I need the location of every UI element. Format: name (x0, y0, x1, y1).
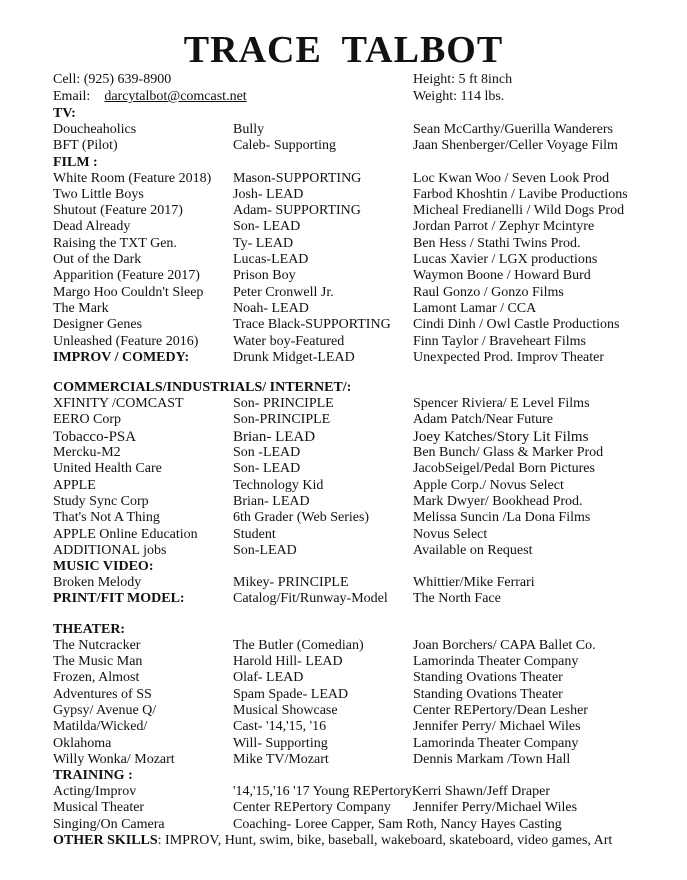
role-cell: Coaching- Loree Capper, Sam Roth, Nancy Hayes Casting (233, 816, 562, 832)
credit-row (53, 736, 673, 752)
credit-row (53, 654, 673, 670)
credit-row (53, 817, 673, 833)
role-cell: 6th Grader (Web Series) (233, 510, 370, 526)
section-heading: THEATER: (53, 621, 126, 637)
credit-row (53, 317, 673, 333)
credit-row (53, 510, 673, 526)
credit-row (53, 285, 673, 301)
company-cell: Adam Patch/Near Future (413, 412, 553, 428)
role-cell: Mason-SUPPORTING (233, 170, 362, 186)
credit-row (53, 219, 673, 235)
company-cell: Apple Corp./ Novus Select (413, 477, 564, 493)
section-heading: TRAINING : (53, 768, 133, 784)
project-cell: APPLE (53, 477, 96, 493)
credit-row (53, 719, 673, 735)
company-cell: Unexpected Prod. Improv Theater (413, 349, 605, 365)
role-cell: '14,'15,'16 '17 Young REPertoryKerri Shawn/Jeff Draper (233, 784, 551, 800)
project-cell: Designer Genes (53, 317, 143, 333)
project-cell: APPLE Online Education (53, 526, 198, 542)
height: Height: 5 ft 8inch (413, 72, 513, 87)
section-heading: MUSIC VIDEO: (53, 559, 154, 575)
role-cell: Son- PRINCIPLE (233, 396, 334, 412)
credit-row (53, 494, 673, 510)
credit-row (53, 252, 673, 268)
company-cell: Finn Taylor / Braveheart Films (413, 333, 586, 349)
weight: Weight: 114 lbs. (413, 89, 505, 104)
company-cell: Lucas Xavier / LGX productions (413, 252, 598, 268)
project-cell: Acting/Improv (53, 784, 137, 800)
project-cell: Matilda/Wicked/ (53, 719, 148, 735)
project-cell: ADDITIONAL jobs (53, 542, 167, 558)
section-inline-row (53, 591, 673, 607)
role-cell: Peter Cronwell Jr. (233, 284, 334, 300)
project-cell: Frozen, Almost (53, 670, 140, 686)
project-cell: Musical Theater (53, 800, 145, 816)
project-cell: Gypsy/ Avenue Q/ (53, 702, 157, 718)
credit-row (53, 670, 673, 686)
company-cell: Spencer Riviera/ E Level Films (413, 396, 590, 412)
credit-row (53, 638, 673, 654)
role-cell: Son -LEAD (233, 445, 301, 461)
role-cell: Musical Showcase (233, 702, 338, 718)
role-cell: Cast- '14,'15, '16 (233, 719, 327, 735)
project-cell: White Room (Feature 2018) (53, 170, 212, 186)
role-cell: Son- LEAD (233, 219, 301, 235)
company-cell: Joan Borchers/ CAPA Ballet Co. (413, 637, 596, 653)
company-cell: Mark Dwyer/ Bookhead Prod. (413, 493, 583, 509)
project-cell: Adventures of SS (53, 686, 152, 702)
company-cell: JacobSeigel/Pedal Born Pictures (413, 461, 595, 477)
credit-row (53, 429, 673, 445)
email-link[interactable]: darcytalbot@comcast.net (104, 89, 247, 104)
credit-row (53, 687, 673, 703)
company-cell: Raul Gonzo / Gonzo Films (413, 284, 564, 300)
company-cell: Ben Hess / Stathi Twins Prod. (413, 235, 581, 251)
project-cell: The Mark (53, 300, 109, 316)
project-cell: Doucheaholics (53, 122, 137, 137)
credit-row (53, 543, 673, 559)
section-heading: FILM : (53, 154, 98, 170)
credit-row (53, 478, 673, 494)
role-cell: Trace Black-SUPPORTING (233, 317, 391, 333)
role-cell: Brian- LEAD (233, 493, 310, 509)
project-cell: BFT (Pilot) (53, 138, 118, 154)
company-cell: Cindi Dinh / Owl Castle Productions (413, 317, 620, 333)
credit-row (53, 703, 673, 719)
credit-row (53, 203, 673, 219)
credit-row (53, 445, 673, 461)
credit-row (53, 187, 673, 203)
section-heading: TV: (53, 106, 76, 121)
company-cell: Loc Kwan Woo / Seven Look Prod (413, 170, 610, 186)
company-cell: Whittier/Mike Ferrari (413, 575, 535, 591)
email-label: Email: (53, 89, 91, 104)
company-cell: Jaan Shenberger/Celler Voyage Film (413, 138, 618, 154)
project-cell: Two Little Boys (53, 186, 144, 202)
resume-sections (53, 106, 673, 849)
company-cell: Dennis Markam /Town Hall (413, 751, 571, 767)
project-cell: The Music Man (53, 654, 143, 670)
company-cell: Jennifer Perry/Michael Wiles (413, 800, 578, 816)
company-cell: Jordan Parrot / Zephyr Mcintyre (413, 219, 595, 235)
project-cell: Unleashed (Feature 2016) (53, 333, 199, 349)
role-cell: Lucas-LEAD (233, 252, 309, 268)
role-cell: Drunk Midget-LEAD (233, 349, 355, 365)
other-skills-line (53, 833, 673, 849)
role-cell: Ty- LEAD (233, 235, 294, 251)
section-spacer (53, 608, 673, 622)
company-cell: Jennifer Perry/ Michael Wiles (413, 719, 581, 735)
role-cell: Caleb- Supporting (233, 138, 337, 154)
role-cell: Josh- LEAD (233, 186, 304, 202)
project-cell: Mercku-M2 (53, 445, 121, 461)
role-cell: Bully (233, 122, 265, 137)
role-cell: Son-LEAD (233, 542, 297, 558)
company-cell: Micheal Fredianelli / Wild Dogs Prod (413, 203, 625, 219)
company-cell: Standing Ovations Theater (413, 686, 563, 702)
cell-phone: Cell: (925) 639-8900 (53, 72, 172, 87)
company-cell: Ben Bunch/ Glass & Marker Prod (413, 445, 604, 461)
credit-row (53, 527, 673, 543)
role-cell: The Butler (Comedian) (233, 637, 364, 653)
company-cell: Farbod Khoshtin / Lavibe Productions (413, 186, 628, 202)
section-heading: PRINT/FIT MODEL: (53, 591, 185, 607)
section-heading: COMMERCIALS/INDUSTRIALS/ INTERNET/: (53, 380, 352, 396)
project-cell: Broken Melody (53, 575, 142, 591)
company-cell: Available on Request (413, 542, 533, 558)
project-cell: XFINITY /COMCAST (53, 396, 184, 412)
role-cell: Brian- LEAD (233, 428, 316, 445)
section-inline-row (53, 350, 673, 366)
project-cell: Singing/On Camera (53, 816, 165, 832)
role-cell: Technology Kid (233, 477, 324, 493)
role-cell: Catalog/Fit/Runway-Model (233, 591, 388, 607)
role-cell: Harold Hill- LEAD (233, 654, 343, 670)
role-cell: Adam- SUPPORTING (233, 203, 361, 219)
project-cell: Margo Hoo Couldn't Sleep (53, 284, 204, 300)
company-cell: Lamorinda Theater Company (413, 735, 579, 751)
project-cell: Study Sync Corp (53, 493, 149, 509)
section-heading: IMPROV / COMEDY: (53, 349, 190, 365)
company-cell: Joey Katches/Story Lit Films (413, 428, 589, 445)
role-cell: Mike TV/Mozart (233, 751, 329, 767)
credit-row (53, 236, 673, 252)
credit-row (53, 138, 673, 154)
section-spacer (53, 366, 673, 380)
company-cell: Center REPertory/Dean Lesher (413, 702, 588, 718)
role-cell: Mikey- PRINCIPLE (233, 575, 349, 591)
credit-row (53, 396, 673, 412)
email-line (53, 89, 247, 105)
project-cell: EERO Corp (53, 412, 122, 428)
project-cell: Out of the Dark (53, 252, 142, 268)
credit-row (53, 752, 673, 768)
role-cell: Prison Boy (233, 268, 296, 284)
credit-row (53, 412, 673, 428)
company-cell: Lamorinda Theater Company (413, 654, 579, 670)
company-cell: Melissa Suncin /La Dona Films (413, 510, 591, 526)
credit-row (53, 301, 673, 317)
role-cell: Water boy-Featured (233, 333, 345, 349)
credit-row (53, 171, 673, 187)
resume-name: TRACE TALBOT (183, 29, 504, 71)
project-cell: Shutout (Feature 2017) (53, 203, 183, 219)
section-heading: OTHER SKILLS (53, 832, 158, 848)
skills-text: : IMPROV, Hunt, swim, bike, baseball, wakeboard, skateboard, video games, Art (157, 832, 613, 848)
role-cell: Will- Supporting (233, 735, 328, 751)
project-cell: Oklahoma (53, 735, 112, 751)
role-cell: Olaf- LEAD (233, 670, 304, 686)
credit-row (53, 784, 673, 800)
project-cell: The Nutcracker (53, 637, 141, 653)
credit-row (53, 334, 673, 350)
credit-row (53, 575, 673, 591)
project-cell: Raising the TXT Gen. (53, 235, 177, 251)
role-cell: Son- LEAD (233, 461, 301, 477)
project-cell: Tobacco-PSA (53, 428, 137, 445)
credit-row (53, 461, 673, 477)
project-cell: Willy Wonka/ Mozart (53, 751, 175, 767)
credit-row (53, 122, 673, 138)
role-cell: Student (233, 526, 276, 542)
credit-row (53, 800, 673, 816)
credit-row (53, 268, 673, 284)
role-cell: Spam Spade- LEAD (233, 686, 349, 702)
company-cell: Standing Ovations Theater (413, 670, 563, 686)
company-cell: Novus Select (413, 526, 488, 542)
project-cell: United Health Care (53, 461, 162, 477)
role-cell: Center REPertory Company (233, 800, 391, 816)
company-cell: Lamont Lamar / CCA (413, 300, 537, 316)
project-cell: That's Not A Thing (53, 510, 160, 526)
company-cell: Waymon Boone / Howard Burd (413, 268, 591, 284)
company-cell: Sean McCarthy/Guerilla Wanderers (413, 122, 613, 137)
role-cell: Noah- LEAD (233, 300, 309, 316)
company-cell: The North Face (413, 591, 501, 607)
project-cell: Dead Already (53, 219, 131, 235)
project-cell: Apparition (Feature 2017) (53, 268, 200, 284)
role-cell: Son-PRINCIPLE (233, 412, 331, 428)
